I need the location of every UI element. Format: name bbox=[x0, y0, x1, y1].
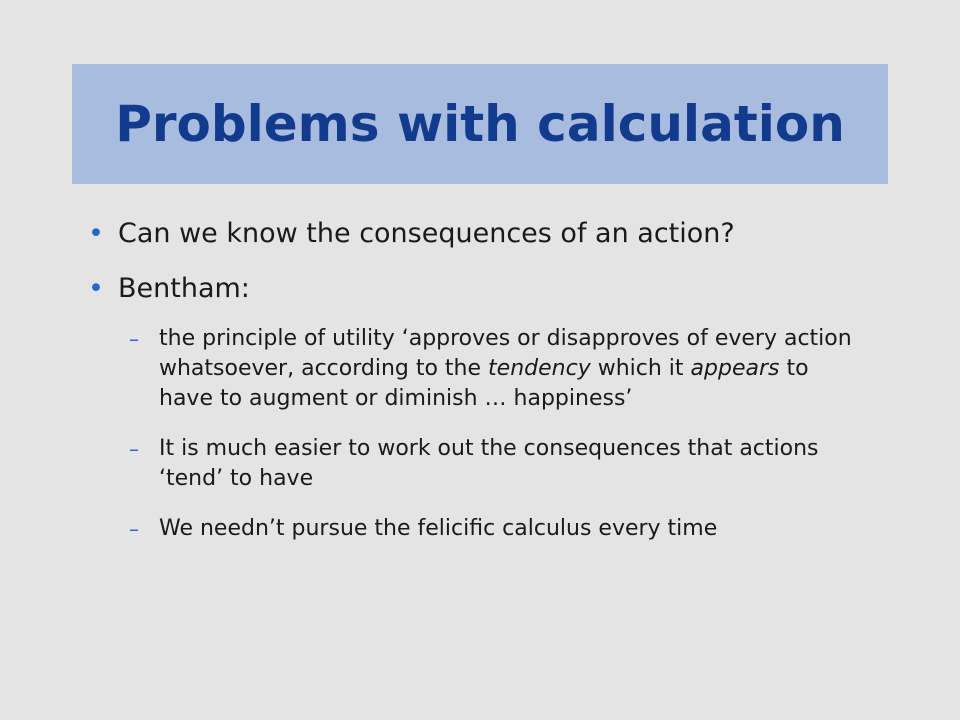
subbullet-marker: – bbox=[129, 327, 139, 351]
quote-text: the principle of utility ‘approves or disapproves of every action whatsoever, according to the bbox=[159, 326, 852, 381]
bullet-text: Bentham: bbox=[118, 273, 250, 304]
bullet-text: Can we know the consequences of an action? bbox=[118, 218, 735, 249]
bullet-marker: • bbox=[88, 273, 104, 304]
slide-title: Problems with calculation bbox=[115, 95, 845, 153]
subbullet-marker: – bbox=[129, 437, 139, 461]
quote-text: to have to augment or diminish … happiness’ bbox=[159, 356, 809, 411]
subbullet-text: It is much easier to work out the consequences that actions ‘tend’ to have bbox=[159, 436, 819, 491]
quote-text: which it bbox=[590, 356, 691, 381]
subbullet-item bbox=[86, 434, 859, 494]
subbullet-item bbox=[86, 514, 859, 544]
bullet-item bbox=[86, 214, 886, 254]
bullet-item bbox=[86, 269, 886, 309]
emphasis-appears: appears bbox=[690, 356, 780, 381]
subbullet-text bbox=[159, 326, 852, 411]
emphasis-tendency: tendency bbox=[488, 356, 591, 381]
bullet-marker: • bbox=[88, 218, 104, 249]
title-band bbox=[72, 64, 888, 184]
subbullet-item bbox=[86, 324, 859, 414]
slide-body bbox=[86, 214, 886, 564]
subbullet-marker: – bbox=[129, 517, 139, 541]
subbullet-text: We needn’t pursue the felicific calculus every time bbox=[159, 516, 718, 541]
